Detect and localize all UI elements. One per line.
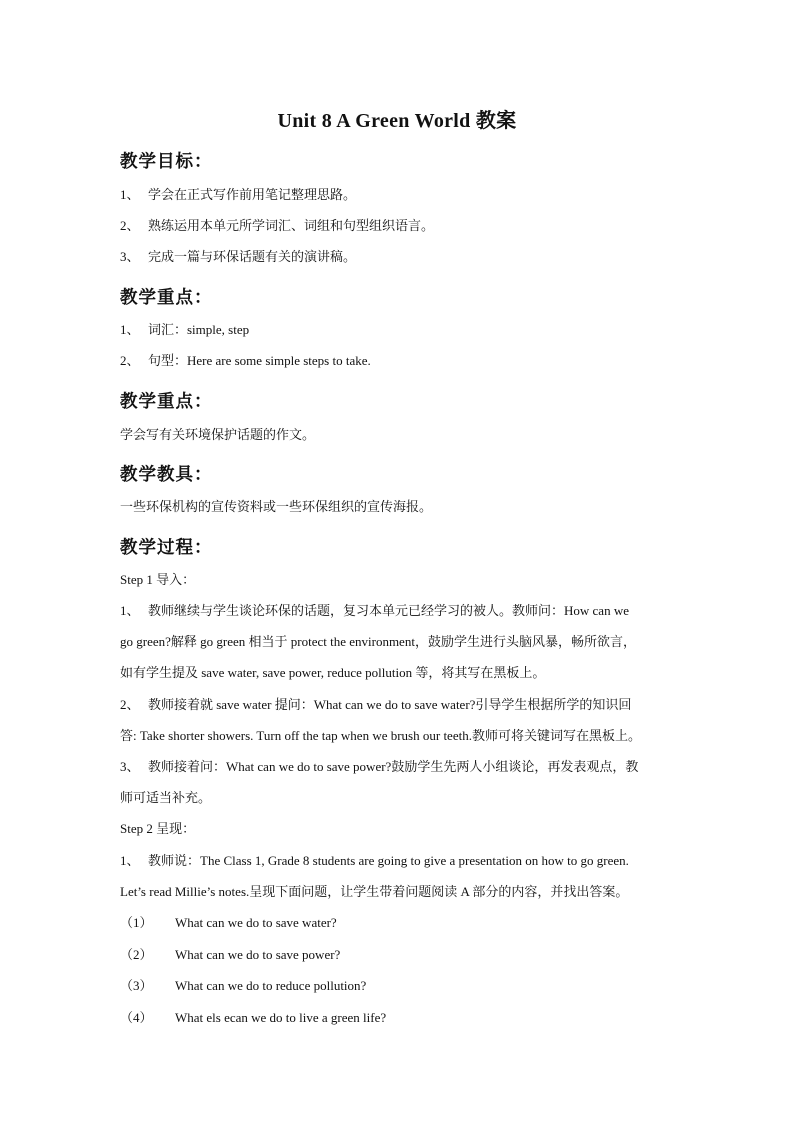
question-1: （1） What can we do to save water? <box>120 915 337 930</box>
step1-item-2-line-2: 答: Take shorter showers. Turn off the tap when we brush our teeth.教师可将关键词写在黑板上。 <box>120 728 641 743</box>
step1-item-1-line-2: go green?解释 go green 相当于 protect the environment，鼓励学生进行头脑风暴，畅所欲言， <box>120 634 636 649</box>
step1-item-3-line-2: 师可适当补充。 <box>120 790 212 805</box>
heading-objectives: 教学目标： <box>120 152 213 172</box>
step1-label: Step 1 导入： <box>120 572 196 587</box>
step2-label: Step 2 呈现： <box>120 821 196 836</box>
heading-key-points-2: 教学重点： <box>120 392 213 412</box>
objective-item-3: 3、 完成一篇与环保话题有关的演讲稿。 <box>120 249 357 264</box>
key-point-2-text: 学会写有关环境保护话题的作文。 <box>120 427 316 442</box>
step1-item-1-line-3: 如有学生提及 save water, save power, reduce pollution 等，将其写在黑板上。 <box>120 665 546 680</box>
question-4: （4） What els ecan we do to live a green life? <box>120 1010 387 1025</box>
objective-item-1: 1、 学会在正式写作前用笔记整理思路。 <box>120 187 357 202</box>
objective-item-2: 2、 熟练运用本单元所学词汇、词组和句型组织语言。 <box>120 218 435 233</box>
step2-item-1-line-1: 1、 教师说：The Class 1, Grade 8 students are going to give a presentation on how to go green. <box>120 853 629 868</box>
key-point-item-1: 1、 词汇：simple, step <box>120 322 250 337</box>
heading-process: 教学过程： <box>120 538 213 558</box>
question-2: （2） What can we do to save power? <box>120 947 341 962</box>
step1-item-2-line-1: 2、 教师接着就 save water 提问：What can we do to save water?引导学生根据所学的知识回 <box>120 697 632 712</box>
step1-item-1-line-1: 1、 教师继续与学生谈论环保的话题，复习本单元已经学习的被人。教师问：How can we <box>120 603 629 618</box>
question-3: （3） What can we do to reduce pollution? <box>120 978 367 993</box>
tools-text: 一些环保机构的宣传资料或一些环保组织的宣传海报。 <box>120 499 433 514</box>
step2-item-1-line-2: Let’s read Millie’s notes.呈现下面问题，让学生带着问题阅读 A 部分的内容，并找出答案。 <box>120 884 629 899</box>
document-title: Unit 8 A Green World 教案 <box>277 110 517 132</box>
step1-item-3-line-1: 3、 教师接着问：What can we do to save power?鼓励学生先两人小组谈论，再发表观点，教 <box>120 759 639 774</box>
key-point-item-2: 2、 句型：Here are some simple steps to take. <box>120 353 371 368</box>
heading-key-points: 教学重点： <box>120 288 213 308</box>
heading-tools: 教学教具： <box>120 465 213 485</box>
